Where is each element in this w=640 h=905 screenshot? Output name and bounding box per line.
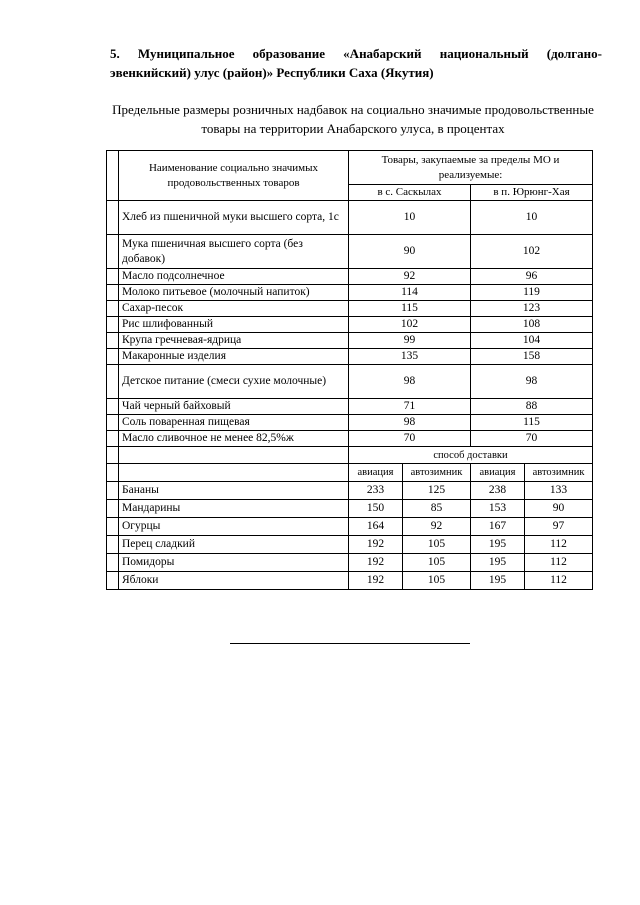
marker-cell: [107, 285, 119, 301]
markup-winter-road-place1: 105: [403, 536, 471, 554]
table-row: [107, 333, 593, 349]
marker-cell: [107, 317, 119, 333]
markup-aviation-place2: 238: [471, 482, 525, 500]
product-name: Масло подсолнечное: [119, 269, 349, 285]
markup-value-place1: 99: [349, 333, 471, 349]
markup-value-place1: 70: [349, 431, 471, 447]
product-name: Детское питание (смеси сухие молочные): [119, 365, 349, 399]
markup-value-place1: 98: [349, 365, 471, 399]
delivery-method-label: авиация: [471, 464, 525, 482]
markup-value-place2: 104: [471, 333, 593, 349]
column-header-group: Товары, закупаемые за пределы МО и реализуемые:: [349, 151, 593, 185]
table-caption: Предельные размеры розничных надбавок на социально значимые продовольственные товары на территории Анабарского улуса, в процентах: [112, 102, 594, 136]
table-row: [107, 572, 593, 590]
empty-cell: [119, 464, 349, 482]
markup-value-place2: 119: [471, 285, 593, 301]
markup-winter-road-place2: 112: [525, 554, 593, 572]
markup-aviation-place1: 233: [349, 482, 403, 500]
markup-winter-road-place1: 105: [403, 554, 471, 572]
markup-value-place2: 115: [471, 415, 593, 431]
markup-winter-road-place2: 90: [525, 500, 593, 518]
delivery-method-header: способ доставки: [349, 447, 593, 464]
table-body: [107, 151, 593, 590]
section-heading: 5. Муниципальное образование «Анабарский национальный (долгано-эвенкийский) улус (район)» Республики Саха (Якутия): [110, 46, 602, 80]
product-name: Яблоки: [119, 572, 349, 590]
delivery-header-row: [107, 447, 593, 464]
markup-winter-road-place2: 133: [525, 482, 593, 500]
product-name: Бананы: [119, 482, 349, 500]
markup-winter-road-place2: 112: [525, 572, 593, 590]
product-name: Мандарины: [119, 500, 349, 518]
product-name: Помидоры: [119, 554, 349, 572]
markup-aviation-place1: 164: [349, 518, 403, 536]
table-row: [107, 518, 593, 536]
markup-aviation-place2: 195: [471, 536, 525, 554]
marker-cell: [107, 399, 119, 415]
table-row: [107, 235, 593, 269]
marker-cell: [107, 235, 119, 269]
table-row: [107, 500, 593, 518]
product-name: Сахар-песок: [119, 301, 349, 317]
markup-aviation-place2: 195: [471, 572, 525, 590]
table-row: [107, 536, 593, 554]
markup-value-place2: 102: [471, 235, 593, 269]
marker-cell: [107, 301, 119, 317]
product-name: Соль поваренная пищевая: [119, 415, 349, 431]
markup-value-place1: 98: [349, 415, 471, 431]
delivery-method-label: авиация: [349, 464, 403, 482]
product-name: Хлеб из пшеничной муки высшего сорта, 1с: [119, 201, 349, 235]
markup-aviation-place2: 153: [471, 500, 525, 518]
markup-value-place2: 88: [471, 399, 593, 415]
markup-value-place1: 92: [349, 269, 471, 285]
marker-cell: [107, 431, 119, 447]
markup-value-place2: 10: [471, 201, 593, 235]
table-row: [107, 365, 593, 399]
delivery-method-label: автозимник: [525, 464, 593, 482]
marker-cell: [107, 151, 119, 201]
marker-cell: [107, 333, 119, 349]
markup-winter-road-place2: 112: [525, 536, 593, 554]
markup-value-place1: 90: [349, 235, 471, 269]
markup-value-place1: 135: [349, 349, 471, 365]
table-row: [107, 399, 593, 415]
markup-aviation-place1: 150: [349, 500, 403, 518]
markup-table: [106, 150, 593, 590]
marker-cell: [107, 464, 119, 482]
table-header-row: [107, 151, 593, 185]
empty-cell: [119, 447, 349, 464]
markup-aviation-place2: 167: [471, 518, 525, 536]
table-row: [107, 431, 593, 447]
divider-line: [230, 643, 470, 644]
product-name: Огурцы: [119, 518, 349, 536]
markup-value-place1: 71: [349, 399, 471, 415]
markup-value-place2: 70: [471, 431, 593, 447]
markup-value-place2: 158: [471, 349, 593, 365]
markup-winter-road-place1: 105: [403, 572, 471, 590]
markup-winter-road-place1: 85: [403, 500, 471, 518]
table-row: [107, 482, 593, 500]
table-row: [107, 269, 593, 285]
product-name: Мука пшеничная высшего сорта (без добавок): [119, 235, 349, 269]
product-name: Чай черный байховый: [119, 399, 349, 415]
markup-value-place2: 96: [471, 269, 593, 285]
markup-value-place1: 102: [349, 317, 471, 333]
delivery-methods-row: [107, 464, 593, 482]
table-row: [107, 285, 593, 301]
marker-cell: [107, 269, 119, 285]
marker-cell: [107, 572, 119, 590]
markup-value-place1: 114: [349, 285, 471, 301]
table-row: [107, 201, 593, 235]
markup-value-place2: 98: [471, 365, 593, 399]
product-name: Перец сладкий: [119, 536, 349, 554]
product-name: Рис шлифованный: [119, 317, 349, 333]
markup-value-place2: 123: [471, 301, 593, 317]
markup-aviation-place1: 192: [349, 572, 403, 590]
markup-value-place2: 108: [471, 317, 593, 333]
marker-cell: [107, 554, 119, 572]
table-row: [107, 415, 593, 431]
markup-winter-road-place1: 125: [403, 482, 471, 500]
table-row: [107, 349, 593, 365]
column-header-place2: в п. Юрюнг-Хая: [471, 185, 593, 201]
table-row: [107, 554, 593, 572]
table-row: [107, 301, 593, 317]
markup-aviation-place2: 195: [471, 554, 525, 572]
markup-aviation-place1: 192: [349, 536, 403, 554]
markup-value-place1: 10: [349, 201, 471, 235]
marker-cell: [107, 536, 119, 554]
table-row: [107, 317, 593, 333]
marker-cell: [107, 415, 119, 431]
delivery-method-label: автозимник: [403, 464, 471, 482]
product-name: Крупа гречневая-ядрица: [119, 333, 349, 349]
column-header-place1: в с. Саскылах: [349, 185, 471, 201]
column-header-name: Наименование социально значимых продовольственных товаров: [119, 151, 349, 201]
markup-winter-road-place2: 97: [525, 518, 593, 536]
marker-cell: [107, 349, 119, 365]
product-name: Макаронные изделия: [119, 349, 349, 365]
product-name: Масло сливочное не менее 82,5%ж: [119, 431, 349, 447]
marker-cell: [107, 482, 119, 500]
product-name: Молоко питьевое (молочный напиток): [119, 285, 349, 301]
marker-cell: [107, 518, 119, 536]
marker-cell: [107, 500, 119, 518]
markup-winter-road-place1: 92: [403, 518, 471, 536]
marker-cell: [107, 365, 119, 399]
markup-aviation-place1: 192: [349, 554, 403, 572]
marker-cell: [107, 447, 119, 464]
marker-cell: [107, 201, 119, 235]
markup-value-place1: 115: [349, 301, 471, 317]
